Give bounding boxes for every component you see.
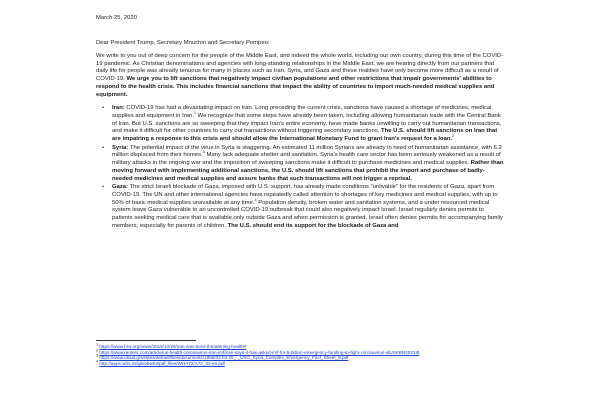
- bullet-text: The potential impact of the virus in Syria is staggering. An estimated 11 million Syrians are already in need of humanitarian assistance, with 6.2 million displaced from their homes.: [112, 144, 502, 159]
- footnote-number: 3: [96, 353, 99, 358]
- footnote-number: 2: [96, 347, 99, 352]
- bullet-gaza: [96, 184, 504, 230]
- bullet-label: Syria:: [112, 144, 129, 151]
- footnote-ref[interactable]: 2: [452, 134, 455, 139]
- footnote-link-4[interactable]: http://apps.who.int/gb/ebwha/pdf_files/WHA72/A72_33-en.pdf: [99, 360, 225, 366]
- bullet-dot-icon: •: [102, 105, 105, 112]
- footnote-ref[interactable]: 4: [254, 197, 257, 202]
- bullet-demand: The U.S. should end its support for the blockade of Gaza and: [227, 222, 399, 229]
- intro-paragraph: [96, 53, 504, 99]
- bullet-syria: [96, 145, 504, 184]
- footnote-link-1[interactable]: https://www.hrw.org/news/2019/10/29/iran-sanctions-threatening-health#: [99, 344, 247, 349]
- footnote-4: [96, 358, 504, 367]
- bullet-dot-icon: •: [102, 144, 105, 151]
- bullet-text-cont: Population density, broken water and sanitation systems, and a under resourced medical system leave Gaza vulnerable to an uncontrolled COVID-19 outbreak that could also negatively impact Israel. Israel regularly denies permits to patients seeking medical care that is available only outside Gaza and when permission is granted, Israel often denies permits for accompanying family members, especially for parents of children.: [112, 199, 503, 229]
- footnote-number: 1: [96, 342, 99, 347]
- bullet-text: The strict Israeli blockade of Gaza, imposed with U.S. support, has already made conditions "unlivable" for the residents of Gaza, apart from COVID-19. The UN and other international agencies have repeatedly called attention to shortages of key medicines and medical supplies, with up to 50% of basic medical supplies unavailable at any time.: [112, 184, 498, 206]
- intro-demand: We urge you to lift sanctions that negatively impact civilian populations and other restrictions that impair governments' abilities to respond to the health crisis. This includes financial sanctions that impact the ability of countries to import much-needed medical supplies and equipment.: [96, 76, 495, 98]
- country-bullet-list: [96, 105, 504, 230]
- bullet-label: Iran:: [112, 105, 125, 112]
- footnote-number: 4: [96, 358, 99, 363]
- bullet-text: COVID-19 has had a devastating impact on Iran. Long preceding the current crisis, sanctions have caused a shortage of medicines, medical supplies and equipment in Iran.: [112, 105, 492, 119]
- bullet-demand: The U.S. should lift sanctions on Iran that are impairing a response to this crisis and should allow the International Monetary Fund to grant Iran's request for a loan.: [112, 128, 498, 143]
- footnote-divider: [96, 340, 196, 341]
- footnote-ref[interactable]: 1: [193, 110, 196, 115]
- footnotes-section: [96, 340, 504, 366]
- footnote-ref[interactable]: 3: [202, 150, 205, 155]
- bullet-text-cont: We recognize that some steps have already been taken, including allowing humanitarian trade with the Central Bank of Iran. But U.S. sanctions are so sweeping that they impact Iran's entire economy, have made banks unwilling to carry out humanitarian transactions, and make it difficult for other countries to carry out transactions without triggering secondary sanctions.: [112, 112, 502, 135]
- bullet-label: Gaza:: [112, 184, 129, 191]
- footnote-link-3[interactable]: https://www.usaid.gov/sites/default/files/documents/1866/03.04.20_-_USG_Syria_Complex_Emergency_Fact_Sheet_5.pdf: [99, 355, 349, 360]
- bullet-dot-icon: •: [102, 184, 105, 191]
- bullet-text-cont: Many lack adequate shelter and sanitation. Syria's health care sector has been seriously weakened as a result of military attacks in the ongoing war and the imposition of sweeping sanctions make it difficult to purchase medicines and medical supplies.: [112, 152, 501, 167]
- salutation: Dear President Trump, Secretary Mnuchin and Secretary Pompeo:: [96, 40, 270, 46]
- footnote-link-2[interactable]: https://www.reuters.com/article/us-health-coronavirus-iran-imf/iran-says-it-has-asked-imf-for-5-billion-emergency-funding-to-fight-coronavirus-idUSKBN2021I8: [99, 349, 420, 355]
- letter-date: March 25, 2020: [96, 15, 137, 21]
- intro-text: We write to you out of deep concern for the people of the Middle East, and indeed the whole world, including our own country, during this time of the COVID-19 pandemic. As Christian denominations and agencies with long-standing relationships in the Middle East, we are hearing directly from our partners that daily life for people was already tenuous for many in places such as Iran, Syria, and Gaza and these realities have only become more difficult as a result of COVID-19.: [96, 53, 504, 83]
- bullet-demand: Rather than moving forward with implementing additional sanctions, the U.S. should lift sanctions that prohibit the import and purchase of badly-needed medicines and medical supplies and assure banks that such transactions will not trigger a reprisal.: [112, 160, 504, 182]
- bullet-iran: [96, 105, 504, 144]
